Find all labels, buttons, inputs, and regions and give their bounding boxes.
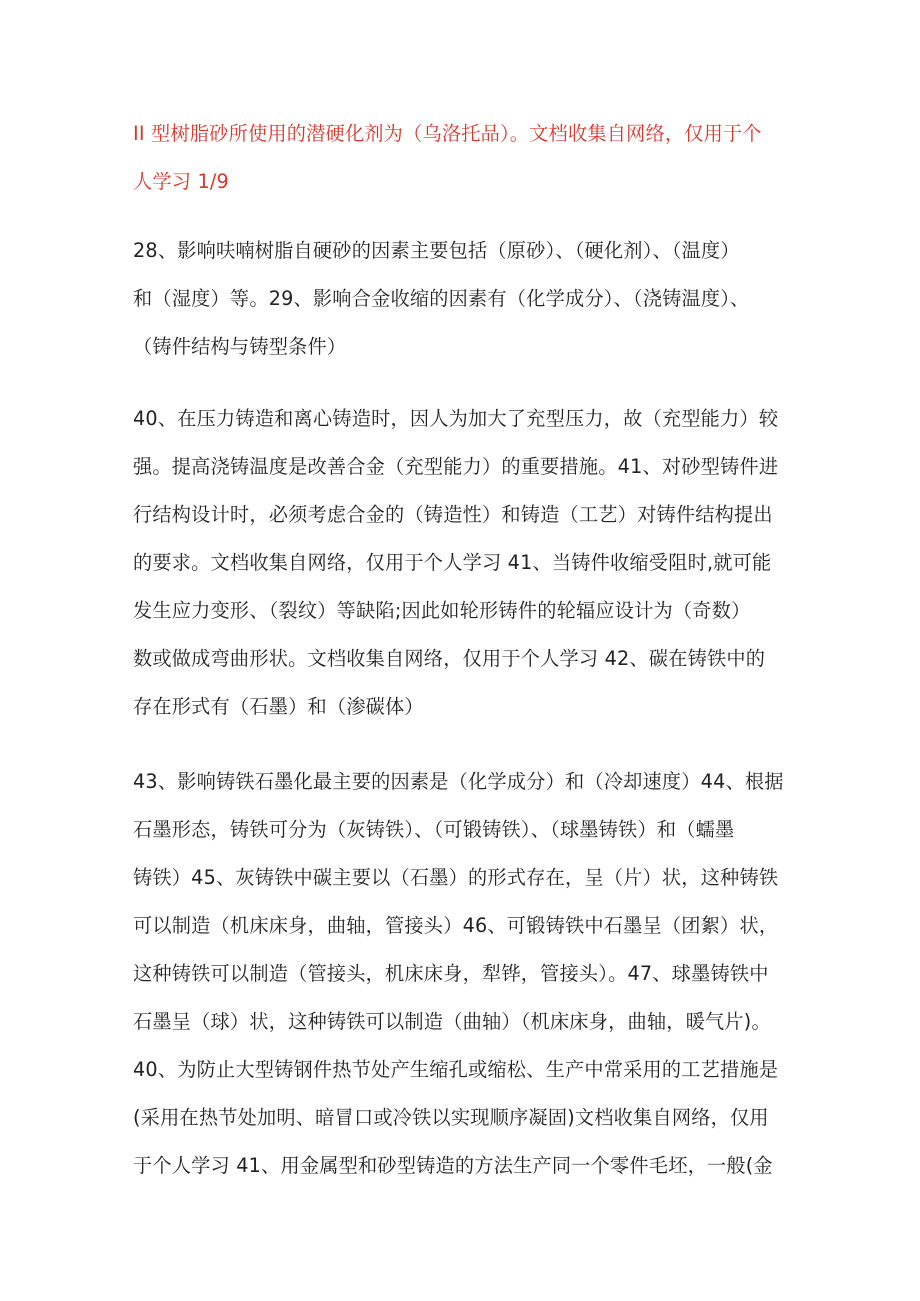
text-line: 石墨形态，铸铁可分为（灰铸铁）、（可锻铸铁）、（球墨铸铁）和（蠕墨 (133, 818, 735, 841)
text-line: 存在形式有（石墨）和（渗碳体） (133, 695, 424, 718)
text-line: 于个人学习 41、用金属型和砂型铸造的方法生产同一个零件毛坯，一般(金 (133, 1154, 773, 1177)
text-line: 的要求。文档收集自网络，仅用于个人学习 41、当铸件收缩受阻时,就可能 (133, 551, 772, 574)
text-line: 石墨呈（球）状，这种铸铁可以制造（曲轴）（机床床身，曲轴，暖气片)。 (133, 1010, 771, 1033)
paragraph-40-42 (133, 395, 793, 731)
text-line: （铸件结构与铸型条件） (133, 335, 347, 358)
paragraph-intro-note (133, 110, 793, 206)
text-line: (采用在热节处加明、暗冒口或冷铁以实现顺序凝固)文档收集自网络，仅用 (133, 1106, 769, 1129)
text-line: 发生应力变形、（裂纹）等缺陷;因此如轮形铸件的轮辐应设计为（奇数） (133, 599, 751, 622)
text-line: 40、在压力铸造和离心铸造时，因人为加大了充型压力，故（充型能力）较 (133, 407, 779, 430)
text-line: 这种铸铁可以制造（管接头，机床床身，犁铧，管接头）。47、球墨铸铁中 (133, 962, 769, 985)
text-line: II 型树脂砂所使用的潜硬化剂为（乌洛托品）。文档收集自网络，仅用于个 (133, 122, 762, 145)
text-line: 行结构设计时，必须考虑合金的（铸造性）和铸造（工艺）对铸件结构提出 (133, 503, 773, 526)
text-line: 铸铁）45、灰铸铁中碳主要以（石墨）的形式存在，呈（片）状，这种铸铁 (133, 866, 779, 889)
paragraph-28-29 (133, 227, 793, 371)
text-line: 28、影响呋喃树脂自硬砂的因素主要包括（原砂）、（硬化剂）、（温度） (133, 239, 740, 262)
paragraph-43-41 (133, 758, 793, 1190)
text-line: 40、为防止大型铸钢件热节处产生缩孔或缩松、生产中常采用的工艺措施是 (133, 1058, 779, 1081)
text-line: 数或做成弯曲形状。文档收集自网络，仅用于个人学习 42、碳在铸铁中的 (133, 647, 766, 670)
text-line: 可以制造（机床床身，曲轴，管接头）46、可锻铸铁中石墨呈（团絮）状， (133, 914, 779, 937)
text-line: 人学习 1/9 (133, 170, 229, 193)
text-line: 强。提高浇铸温度是改善合金（充型能力）的重要措施。41、对砂型铸件进 (133, 455, 779, 478)
text-line: 43、影响铸铁石墨化最主要的因素是（化学成分）和（冷却速度）44、根据 (133, 770, 784, 793)
text-line: 和（湿度）等。29、影响合金收缩的因素有（化学成分）、（浇铸温度）、 (133, 287, 750, 310)
